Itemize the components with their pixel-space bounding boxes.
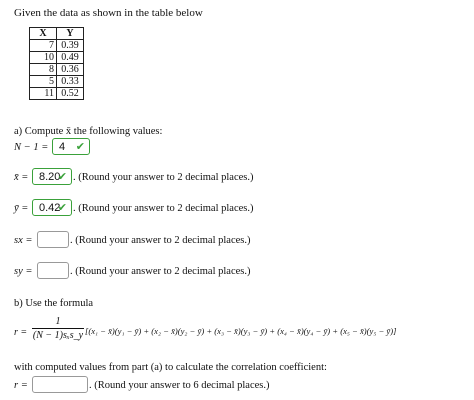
xbar-label: x̄ = [14, 172, 29, 183]
formula-fraction [32, 316, 84, 341]
sy-hint: . (Round your answer to 2 decimal places.) [70, 266, 251, 277]
xbar-hint: . (Round your answer to 2 decimal places.) [73, 172, 254, 183]
n-minus-one-input[interactable] [52, 138, 90, 155]
table-cell-y: 0.36 [57, 64, 84, 76]
ybar-label: ȳ = [14, 203, 29, 214]
xbar-value: 8.20 [39, 171, 61, 183]
table-cell-x: 11 [30, 88, 57, 100]
n-minus-one-value: 4 [59, 141, 66, 153]
table-cell-y: 0.52 [57, 88, 84, 100]
sx-input[interactable] [37, 231, 69, 248]
table-cell-y: 0.33 [57, 76, 84, 88]
intro-text: Given the data as shown in the table below [14, 7, 203, 19]
table-row [30, 52, 84, 64]
table-header-x: X [30, 28, 57, 40]
table-header-y: Y [57, 28, 84, 40]
fraction-numerator: 1 [55, 316, 61, 327]
part-b-instruction: with computed values from part (a) to calculate the correlation coefficient: [14, 362, 327, 373]
check-icon: ✔ [57, 202, 67, 214]
table-row [30, 64, 84, 76]
part-a-heading: a) Compute x̄ the following values: [14, 126, 163, 137]
fraction-denominator: (N − 1)sₓs_y [32, 330, 84, 341]
r-answer-input[interactable] [32, 376, 88, 393]
n-minus-one-label: N − 1 = [14, 142, 49, 153]
table-row [30, 88, 84, 100]
ybar-value: 0.42 [39, 202, 61, 214]
fraction-bar [32, 328, 84, 329]
table-cell-y: 0.39 [57, 40, 84, 52]
formula-r-label: r = [14, 327, 28, 338]
table-cell-y: 0.49 [57, 52, 84, 64]
table-cell-x: 7 [30, 40, 57, 52]
xbar-input[interactable] [32, 168, 72, 185]
r-answer-hint: . (Round your answer to 6 decimal places.) [89, 380, 270, 391]
table-cell-x: 8 [30, 64, 57, 76]
ybar-input[interactable] [32, 199, 72, 216]
table-cell-x: 10 [30, 52, 57, 64]
sy-label: sy = [14, 266, 33, 277]
table-row [30, 40, 84, 52]
table-cell-x: 5 [30, 76, 57, 88]
sx-hint: . (Round your answer to 2 decimal places.) [70, 235, 251, 246]
check-icon: ✔ [57, 171, 67, 183]
sy-input[interactable] [37, 262, 69, 279]
data-table [29, 27, 84, 100]
sx-label: sx = [14, 235, 33, 246]
formula-body: [(x₁ − x̄)(y₁ − ȳ) + (x₂ − x̄)(y₂ − ȳ) + (x₃ − x̄)(y₃ − ȳ) + (x₄ − x̄)(y₄ − ȳ) + (x₅ − x̄)(y₅ − ȳ)] [85, 326, 397, 336]
check-icon: ✔ [75, 141, 85, 153]
ybar-hint: . (Round your answer to 2 decimal places.) [73, 203, 254, 214]
part-b-heading: b) Use the formula [14, 298, 94, 309]
table-header-row [30, 28, 84, 40]
table-row [30, 76, 84, 88]
r-answer-label: r = [14, 380, 28, 391]
